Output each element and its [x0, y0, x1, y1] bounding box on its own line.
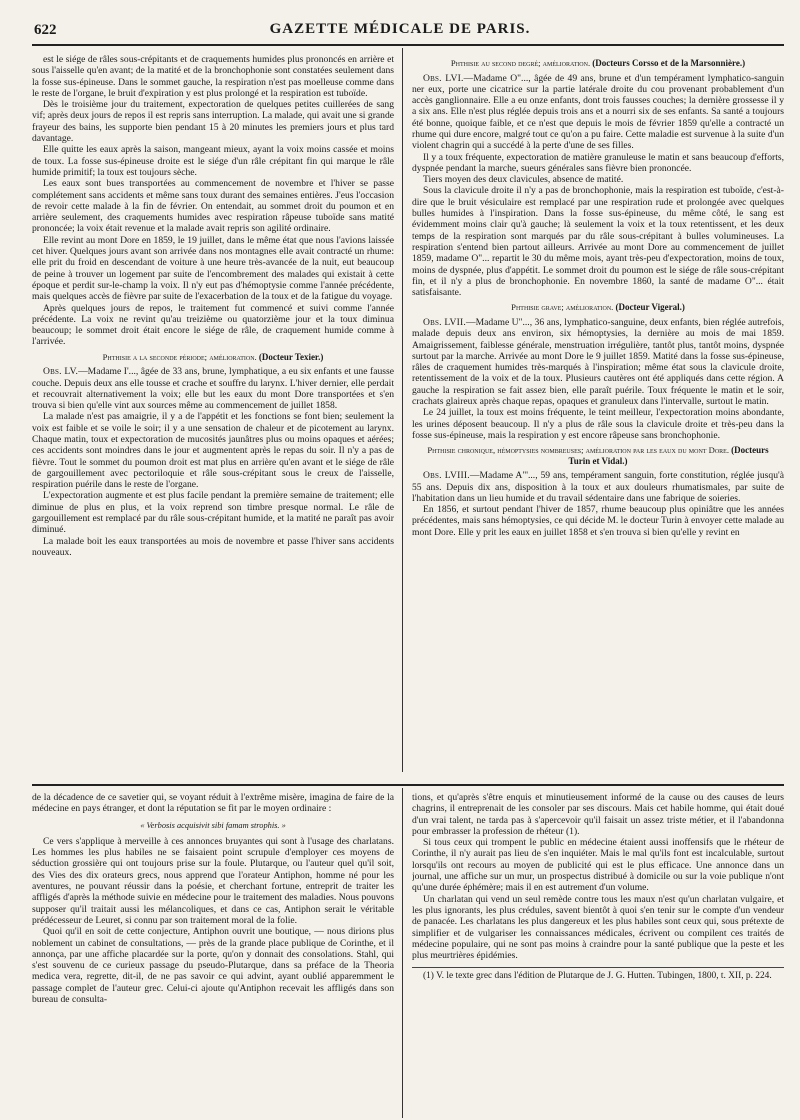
footnote: (1) V. le texte grec dans l'édition de Plutarque de J. G. Hutten. Tubingen, 1800, t. XII, p. 224.	[412, 967, 784, 982]
paragraph: Ce vers s'applique à merveille à ces annonces bruyantes qui sont à l'usage des charlatans. Les hommes les plus habiles ne se faisaient point scrupule d'employer ces moyens de séduction grossière qui ont toujours prise sur la foule. Plutarque, ou l'auteur quel qu'il soit, des Vies des dix orateurs grecs, nous apprend que l'orateur Antiphon, homme né pour les aventures, ne pouvant réussir dans la poésie, et cherchant fortune, entreprit de traiter les affligés d'après la méthode suivie en médecine pour le traitement des maladies. Nous pouvons supposer qu'il traitait aussi les mélancoliques, et dans ce cas, Antiphon serait le véritable prédécesseur de Leuret, si connu par son traitement moral de la folie.	[32, 835, 394, 926]
paragraph: Il y a toux fréquente, expectoration de matière granuleuse le matin et sans beaucoup d'efforts, dyspnée pendant la marche, sueurs générales sans fièvre bien prononcée.	[412, 151, 784, 174]
observation-label: Obs. LVIII.	[423, 470, 470, 482]
section-rule	[32, 784, 784, 786]
column-top-right	[412, 54, 784, 772]
paragraph: tions, et qu'après s'être enquis et minutieusement informé de la cause ou des causes de leurs chagrins, il entreprenait de les consoler par ses discours. Mais cet habile homme, qui était doué d'un vrai talent, ne tarda pas à s'apercevoir qu'il faisait un assez triste métier, et il l'abandonna pour embrasser la profession de rhéteur (1).	[412, 792, 784, 837]
section-heading-title: Phthisie chronique, hémoptysies nombreuses; amélioration par les eaux du mont Dore.	[427, 445, 729, 456]
column-top-left	[32, 54, 394, 768]
section-heading-doctors: (Docteurs Corsso et de la Marsonnière.)	[592, 58, 746, 68]
paragraph: Sous la clavicule droite il n'y a pas de bronchophonie, mais la respiration est tuboïde, c'est-à-dire que le bruit vésiculaire est remplacé par une respiration rude et prolongée avec quelques bulles humides à l'inspiration. Dans la fosse sus-épineuse, du même côté, le sang est évidemment moins clair qu'à gauche; là seulement la voix et la toux retentissent, et les deux temps de la respiration sont marqués par du râle sous-crépitant à bulles volumineuses. La respiration s'entend bien partout ailleurs. Arrivée au mont Dore au commencement de juillet 1859, madame O"... repartit le 30 du même mois, ayant très-peu d'expectoration, moins de toux, moins de dyspnée, plus d'appétit. Le sommet droit du poumon est le siége de râle sous-crépitant fin, et il n'y a plus de bronchophonie. En novembre 1860, la santé de madame O"... était satisfaisante.	[412, 185, 784, 299]
section-heading-title: Phthisie grave; amélioration.	[511, 302, 614, 313]
section-heading-doctors: (Docteur Texier.)	[258, 351, 324, 362]
section-heading	[416, 302, 780, 313]
paragraph: La malade n'est pas amaigrie, il y a de l'appétit et les fonctions se font bien; seulement la voix est faible et se voile le soir; il y a une sensation de chaleur et de picotement au larynx. Chaque matin, toux et expectoration de mucosités jaunâtres plus ou moins opaques et aérées; ces accidents sont moindres dans le jour et augmentent après le repas du soir. Il n'y a pas de fièvre. Tout le sommet du poumon droit est mat plus en arrière qu'en avant et le siége de râle de gargouillement avec pectoriloquie et râle sous-crépitant sous le creux de l'aisselle, respiration puérile dans le reste de l'organe.	[32, 411, 394, 491]
paragraph: Dès le troisième jour du traitement, expectoration de quelques petites cuillerées de sang vif; après deux jours de repos il est repris sans interruption. La malade, qui avait une si grande frayeur des bains, les supporte bien pendant 15 à 20 minutes les premiers jours et plus tard davantage.	[32, 99, 394, 145]
observation-text: —Madame O"..., âgée de 49 ans, brune et d'un tempérament lymphatico-sanguin ner eux, porte une cicatrice sur la partie latérale droite du cou provenant probablement d'un accès ganglionnaire. Elle a eu onze enfants, dont trois fausses couches; la dernière grossesse il y a six ans. Elle n'est plus réglée depuis trois ans et a nourri six de ses enfants. Sa santé a toujours été bonne, quoique faible, et ce n'est que depuis le mois de février 1859 qu'elle a contracté un rhume qui dure encore, malgré tout ce qu'on a pu faire. Cette maladie est survenue à la suite d'un violent chagrin qui a succédé à la perte d'une de ses filles.	[412, 72, 784, 152]
observation-paragraph	[412, 470, 784, 504]
observation-text: —Madame U"..., 36 ans, lymphatico-sanguine, deux enfants, bien réglée autrefois, malade depuis deux ans environ, six hémoptysies, la dernière au mois de mai 1859. Amaigrissement, faiblesse générale, menstruation irrégulière, tantôt plus, tantôt moins, dyspnée surtout par la marche. Arrivée au mont Dore le 9 juillet 1859. Matité dans la fosse sus-épineuse, râles de craquement humides très-marqués à l'inspiration; même état sous la clavicule droite, retentissement de la voix et de la toux. Plusieurs cautères ont été appliqués dans cette région. A gauche la respiration se fait assez bien, elle paraît puérile. Toux fréquente le matin et le soir, crachats glaireux après chaque repas, opaques et granuleux dans l'intervalle, surtout le matin.	[412, 316, 784, 408]
paragraph: Si tous ceux qui trompent le public en médecine étaient aussi inoffensifs que le rhéteur de Corinthe, il n'y aurait pas lieu de s'en inquiéter. Mais le mal qu'ils font est incalculable, surtout lorsqu'ils ont recours au moyen de publicité qui est le plus efficace. Une annonce dans un journal, une affiche sur un mur, un prospectus distribué à domicile ou sur la voie publique n'ont qu'une durée éphémère; mais il en est autrement d'un volume.	[412, 837, 784, 894]
observation-label: Obs. LVI.	[423, 72, 464, 84]
page-header	[18, 18, 782, 40]
paragraph: est le siége de râles sous-crépitants et de craquements humides plus prononcés en arrière et sous l'aisselle qu'en avant; de la matité et de la bronchophonie sont constatées seulement dans la fosse sus-épineuse. Dans le sommet gauche, la respiration n'est pas moelleuse comme dans le reste de l'organe, le bruit d'expiration y est plus prolongé et la respiration est tuboïde.	[32, 54, 394, 99]
paragraph: Les eaux sont bues transportées au commencement de novembre et l'hiver se passe complétement sans accidents et même sans toux durant des semaines entières. J'eus l'occasion de revoir cette malade à la fin de février. On entendait, au sommet droit du poumon et en arrière seulement, des craquements humides avec respiration râpeuse tuboïde sans matité prononcée; la voix était revenue et la malade avait repris son agilité ordinaire.	[32, 178, 394, 235]
page-number: 622	[34, 22, 57, 38]
section-heading	[36, 352, 390, 363]
paragraph: Elle revint au mont Dore en 1859, le 19 juillet, dans le même état que nous l'avions laissée cet hiver. Quelques jours avant son arrivée dans nos montagnes elle avait contracté un rhume: elle prit du froid en descendant de voiture à une heure très-avancée de la nuit, eut beaucoup de peine à trouver un logement par suite de l'encombrement des malades qui existait à cette époque et perdit sur-le-champ la voix. Il n'y eut pas d'hémoptysie comme l'année précédente, mais quelques accès de fièvre par suite de l'exacerbation de la toux et de la fatigue du voyage.	[32, 234, 394, 303]
header-rule	[32, 44, 784, 46]
paragraph: de la décadence de ce savetier qui, se voyant réduit à l'extrême misère, imagina de faire de la médecine en pays étranger, et dont la réputation se fit par le moyen ordinaire :	[32, 792, 394, 815]
section-heading	[416, 58, 780, 69]
paragraph: Elle quitte les eaux après la saison, mangeant mieux, ayant la voix moins cassée et moins de toux. La fosse sus-épineuse droite est le siége d'un râle crépitant fin qui marque le râle humide primitif; la toux est toujours sèche.	[32, 144, 394, 178]
paragraph: Un charlatan qui vend un seul remède contre tous les maux n'est qu'un charlatan vulgaire, et les plus ignorants, les plus crédules, savent bientôt à quoi s'en tenir sur le compte d'un vendeur de panacée. Les charlatans les plus dangereux et les plus habiles sont ceux qui, sous prétexte de simplifier et de vulgariser les connaissances médicales, écrivent ou compilent ces traités de médecine populaire, qui ne sont pas moins à craindre pour la santé publique que la peste et les plus meurtrières épidémies.	[412, 893, 784, 962]
section-heading-doctors: (Docteur Vigeral.)	[615, 302, 685, 313]
paragraph: Le 24 juillet, la toux est moins fréquente, le teint meilleur, l'expectoration moins abondante, les urines déposent beaucoup. Il n'y a plus de râle sous la clavicule droite et très-peu dans la fosse sus-épineuse, mais la respiration y est encore râpeuse sans bronchophonie.	[412, 407, 784, 441]
section-heading-doctors: (Docteurs Turin et Vidal.)	[568, 445, 769, 466]
paragraph: En 1856, et surtout pendant l'hiver de 1857, rhume beaucoup plus opiniâtre que les années précédentes, mais sans hémoptysies, ce qui décide M. le docteur Turin à envoyer cette malade au mont Dore. Elle y prit les eaux en juillet 1858 et s'en trouva si bien qu'elle y revint en	[412, 504, 784, 538]
paragraph: L'expectoration augmente et est plus facile pendant la première semaine de traitement; elle diminue de plus en plus, et la voix reprend son timbre presque normal. Le râle de gargouillement est remplacé par du râle sous-crépitant humide, et la matité ne paraît pas avoir diminué.	[32, 490, 394, 536]
observation-paragraph	[412, 73, 784, 152]
paragraph: Tiers moyen des deux clavicules, absence de matité.	[423, 174, 624, 186]
paragraph: Quoi qu'il en soit de cette conjecture, Antiphon ouvrit une boutique, — nous dirions plus noblement un cabinet de consultations, — près de la grande place publique de Corinthe, et il annonça, par une affiche placardée sur la porte, qu'on y donnait des consolations. Stahl, qui s'est souvenu de ce curieux passage du pseudo-Plutarque, dans sa préface de la Theoria medica vera, regrette, dit-il, de ne pas savoir ce qui advint, ayant oublié apparemment le passage complet de l'auteur grec. Celui-ci ajoute qu'Antiphon recevait les affligés dans son bureau de consulta-	[32, 926, 394, 1006]
observation-text: —Madame A"'..., 59 ans, tempérament sanguin, forte constitution, réglée jusqu'à 55 ans. Depuis dix ans, disposition à la toux et aux douleurs rhumatismales, par suite de l'habitation dans un lieu humide et du travail sédentaire dans une fabrique de soieries.	[412, 470, 784, 504]
observation-paragraph	[32, 366, 394, 411]
observation-label: Obs. LV.	[43, 366, 79, 378]
column-bottom-left	[32, 792, 394, 1114]
column-divider-top	[402, 48, 403, 772]
section-heading-title: Phthisie a la seconde période; amélioration.	[102, 351, 257, 362]
observation-text: —Madame I'..., âgée de 33 ans, brune, lymphatique, a eu six enfants et une fausse couche. Depuis deux ans elle tousse et crache et souffre du larynx. L'hiver dernier, elle perdait et recouvrait alternativement la voix; elle but les eaux du mont Dore transportées et s'en trouva si bien qu'elle vint aux sources même au commencement de juillet 1858.	[32, 366, 394, 412]
column-divider-bottom	[402, 788, 403, 1118]
latin-quote: « Verbosis acquisivit sibi famam strophis. »	[140, 820, 286, 830]
observation-label: Obs. LVII.	[423, 316, 467, 328]
observation-paragraph	[412, 317, 784, 407]
section-heading	[416, 445, 780, 466]
section-heading-title: Phthisie au second degré; amélioration.	[450, 58, 591, 68]
paragraph: Après quelques jours de repos, le traitement fut commencé et suivi comme l'année précédente. La voix ne revint qu'au treizième ou quatorzième jour et la toux diminua beaucoup; le sommet droit était encore le siége de râle, de craquement humide comme à l'arrivée.	[32, 302, 394, 348]
column-bottom-right	[412, 792, 784, 1114]
paragraph: La malade boit les eaux transportées au mois de novembre et passe l'hiver sans accidents nouveaux.	[32, 535, 394, 558]
journal-title: GAZETTE MÉDICALE DE PARIS.	[269, 21, 531, 37]
